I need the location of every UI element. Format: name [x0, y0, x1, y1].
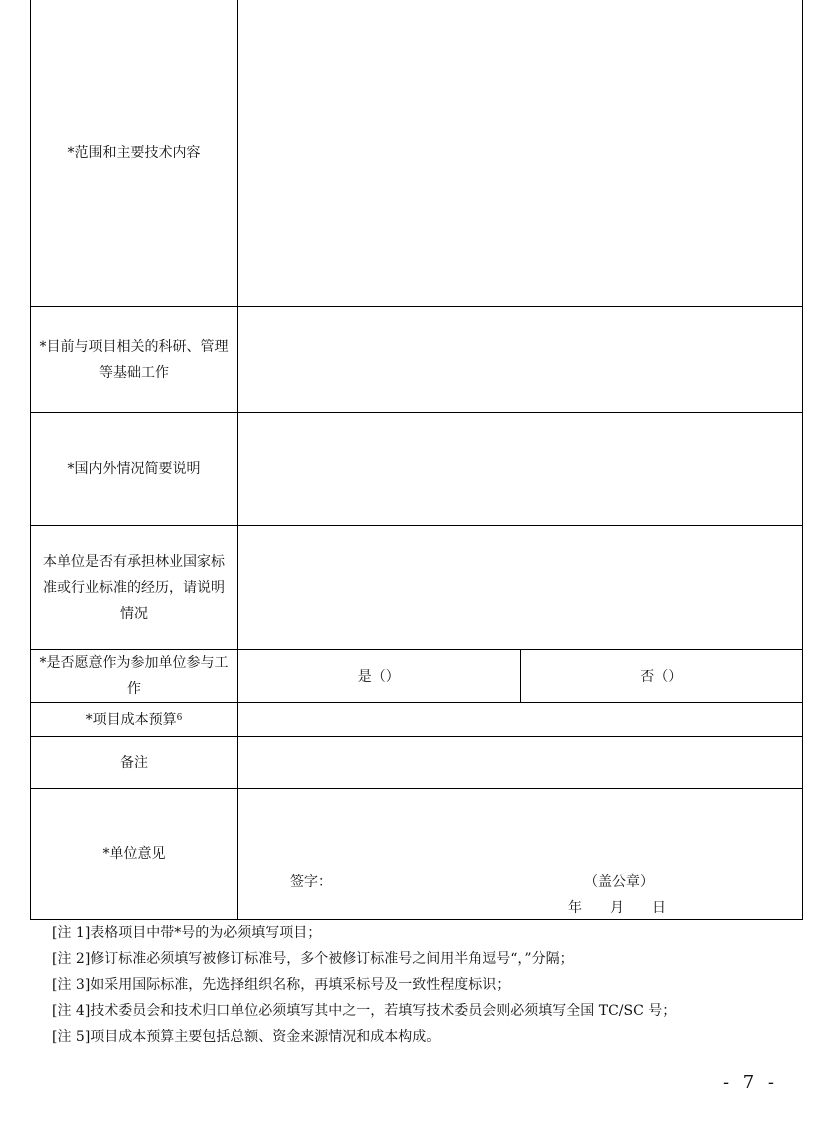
budget-label: *项目成本预算 [85, 711, 177, 728]
note-1: [注 1]表格项目中带*号的为必须填写项目； [52, 925, 322, 941]
application-form-table [30, 0, 803, 920]
intl-label: *国内外情况简要说明 [31, 413, 238, 526]
budget-input-cell[interactable] [238, 703, 803, 737]
intl-row [31, 413, 803, 526]
no-option[interactable]: 否（） [520, 650, 803, 703]
budget-label-cell [31, 703, 238, 737]
date-label: 年 月 日 [568, 900, 666, 916]
remarks-input-cell[interactable] [238, 737, 803, 789]
opinion-row [31, 789, 803, 920]
experience-label: 本单位是否有承担林业国家标准或行业标准的经历，请说明情况 [31, 526, 238, 650]
seal-label: （盖公章） [584, 874, 654, 890]
intl-input-cell[interactable] [238, 413, 803, 526]
opinion-label: *单位意见 [31, 789, 238, 920]
scope-label: *范围和主要技术内容 [31, 0, 238, 307]
research-input-cell[interactable] [238, 307, 803, 413]
remarks-row [31, 737, 803, 789]
experience-input-cell[interactable] [238, 526, 803, 650]
note-4: [注 4]技术委员会和技术归口单位必须填写其中之一，若填写技术委员会则必须填写全国 TC/SC 号； [52, 1003, 677, 1019]
note-5: [注 5]项目成本预算主要包括总额、资金来源情况和成本构成。 [52, 1029, 441, 1045]
yes-option[interactable]: 是（） [238, 650, 521, 703]
scope-input-cell[interactable] [238, 0, 803, 307]
footnotes [52, 920, 676, 1050]
opinion-input-cell[interactable] [238, 789, 803, 920]
note-3: [注 3]如采用国际标准，先选择组织名称，再填采标号及一致性程度标识； [52, 977, 511, 993]
note-2: [注 2]修订标准必须填写被修订标准号，多个被修订标准号之间用半角逗号“，”分隔； [52, 951, 574, 967]
research-label: *目前与项目相关的科研、管理等基础工作 [31, 307, 238, 413]
experience-row [31, 526, 803, 650]
scope-row [31, 0, 803, 307]
participate-row [31, 650, 803, 703]
sign-label: 签字： [290, 874, 332, 890]
remarks-label: 备注 [31, 737, 238, 789]
budget-footnote: 6 [176, 712, 183, 723]
participate-label: *是否愿意作为参加单位参与工作 [31, 650, 238, 703]
budget-row [31, 703, 803, 737]
page-number: - 7 - [722, 1072, 778, 1093]
research-row [31, 307, 803, 413]
